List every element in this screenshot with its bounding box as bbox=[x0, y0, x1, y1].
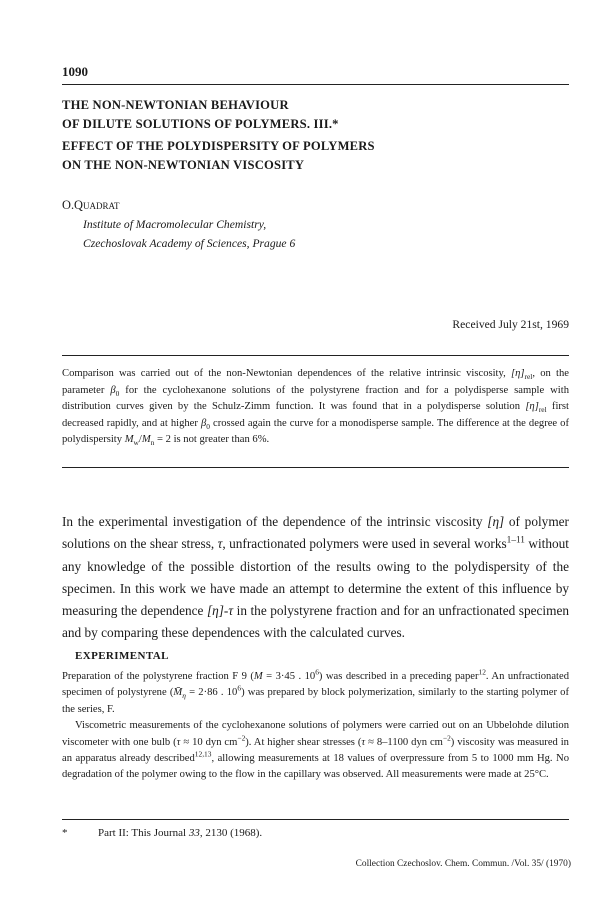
intro-text: In the experimental investigation of the dependence of the intrinsic viscosity bbox=[62, 514, 488, 529]
abstract-bottom-rule bbox=[62, 467, 569, 468]
exp-subscript: η bbox=[182, 691, 186, 701]
exp-superscript: 6 bbox=[315, 667, 319, 677]
abstract-text: for the cyclohexanone solutions of the polystyrene fraction and for a polydisperse sample with distribution curves given by the Schulz-Zimm function. It was found that in a polydisperse solution bbox=[62, 384, 569, 413]
abstract-subscript: 0 bbox=[206, 421, 210, 431]
exp-text: ≈ 8–1100 dyn cm bbox=[365, 736, 443, 748]
exp-text: , allowing measurements at 18 values of overpressure from 5 to 1000 mm Hg. No degradation of the polymer owing to the flow in the capillary was observed. All measurements were made at 25°C. bbox=[62, 753, 569, 781]
abstract-subscript: 0 bbox=[115, 388, 120, 398]
abstract-text: = 2 is not greater than 6%. bbox=[154, 434, 270, 446]
intro-text: of polymer solutions on the shear stress, bbox=[62, 514, 569, 552]
exp-text: = 2·86 . 10 bbox=[185, 687, 238, 699]
intro-text: , unfractionated polymers were used in several works bbox=[222, 536, 507, 552]
affiliation-line-1: Institute of Macromolecular Chemistry, bbox=[83, 218, 267, 231]
reference-superscript: 12,13 bbox=[194, 749, 212, 759]
subtitle-line-1: EFFECT OF THE POLYDISPERSITY OF POLYMERS bbox=[62, 139, 375, 153]
intro-text: in the polystyrene fraction and for an unfractionated specimen and by comparing these dependences with the calculated curves. bbox=[62, 603, 569, 641]
exp-symbol: τ bbox=[361, 736, 366, 748]
footnote-volume: 33 bbox=[188, 827, 200, 839]
abstract-symbol: M bbox=[141, 434, 151, 446]
exp-superscript: −2 bbox=[237, 733, 246, 743]
exp-text: Viscometric measurements of the cyclohexanone solutions of polymers were carried out on an Ubbelohde dilution viscometer with one bulb ( bbox=[62, 720, 569, 748]
experimental-paragraph-1 bbox=[62, 669, 569, 718]
journal-citation-footer: Collection Czechoslov. Chem. Commun. /Vol. 35/ (1970) bbox=[355, 859, 571, 869]
abstract bbox=[62, 366, 569, 449]
abstract-text: first decreased rapidly, and at higher bbox=[62, 401, 569, 429]
author-name bbox=[62, 198, 120, 213]
abstract-symbol: β bbox=[200, 417, 207, 429]
exp-text: ) was prepared by block polymerization, similarly to the starting polymer of the series, F. bbox=[62, 687, 569, 715]
exp-superscript: 6 bbox=[237, 683, 242, 693]
reference-superscript: 12 bbox=[478, 667, 486, 677]
reference-superscript: 1–11 bbox=[506, 535, 525, 546]
intro-text: without any knowledge of the possible distortion of the results owing to the polydispersity of the specimen. In this work we have made an attempt to determine the extent of this influence by measuring the dependence bbox=[62, 536, 569, 619]
abstract-text: Comparison was carried out of the non-Newtonian dependences of the relative intrinsic viscosity, bbox=[62, 368, 511, 379]
abstract-symbol: [η] bbox=[525, 401, 539, 413]
abstract-text: / bbox=[138, 434, 142, 446]
footnote-rule bbox=[62, 819, 569, 820]
exp-superscript: −2 bbox=[442, 733, 451, 743]
exp-text: ≈ 10 dyn cm bbox=[180, 736, 238, 748]
footnote bbox=[62, 827, 262, 839]
abstract-symbol: M bbox=[124, 434, 134, 446]
intro-symbol: τ bbox=[228, 603, 234, 619]
header-rule bbox=[62, 84, 569, 85]
footnote-text: Part II: This Journal bbox=[98, 827, 189, 839]
experimental-section bbox=[62, 669, 569, 784]
title-line-2: OF DILUTE SOLUTIONS OF POLYMERS. III.* bbox=[62, 117, 339, 131]
footnote-text: , 2130 (1968). bbox=[199, 827, 263, 839]
intro-text: - bbox=[223, 603, 229, 619]
author-initial: O. bbox=[62, 198, 75, 212]
author-surname: Quadrat bbox=[74, 198, 120, 212]
abstract-text: , on the parameter bbox=[62, 368, 569, 396]
exp-text: . An unfractionated specimen of polystyrene ( bbox=[62, 671, 569, 699]
intro-symbol: [η] bbox=[206, 603, 224, 619]
intro-symbol: τ bbox=[217, 536, 223, 552]
abstract-subscript: rel bbox=[524, 372, 533, 382]
exp-text: ) viscosity was measured in an apparatus already described bbox=[62, 736, 569, 765]
subtitle-line-2: ON THE NON-NEWTONIAN VISCOSITY bbox=[62, 158, 305, 172]
experimental-paragraph-2 bbox=[62, 718, 569, 784]
exp-text: ). At higher shear stresses ( bbox=[245, 736, 362, 748]
abstract-text: crossed again the curve for a monodisperse sample. The difference at the degree of polydispersity bbox=[62, 417, 570, 446]
exp-symbol: M bbox=[253, 671, 263, 682]
received-date: Received July 21st, 1969 bbox=[452, 318, 569, 331]
abstract-symbol: β bbox=[110, 384, 116, 396]
exp-symbol: M̄ bbox=[173, 687, 183, 699]
abstract-top-rule bbox=[62, 355, 569, 356]
exp-text: ) was described in a preceding paper bbox=[318, 671, 479, 682]
section-heading-experimental: EXPERIMENTAL bbox=[75, 650, 169, 662]
abstract-subscript: n bbox=[150, 438, 155, 448]
introduction-paragraph bbox=[62, 511, 569, 645]
intro-symbol: [η] bbox=[487, 514, 505, 529]
abstract-symbol: [η] bbox=[511, 368, 525, 379]
exp-text: Preparation of the polystyrene fraction F 9 ( bbox=[62, 671, 254, 682]
page-number: 1090 bbox=[62, 64, 88, 79]
affiliation-line-2: Czechoslovak Academy of Sciences, Prague 6 bbox=[83, 237, 296, 250]
title-line-1: THE NON-NEWTONIAN BEHAVIOUR bbox=[62, 98, 289, 112]
exp-text: = 3·45 . 10 bbox=[262, 671, 316, 682]
abstract-subscript: rel bbox=[538, 405, 547, 415]
footnote-mark: * bbox=[62, 827, 68, 839]
abstract-subscript: w bbox=[133, 438, 139, 448]
exp-symbol: τ bbox=[176, 736, 181, 748]
